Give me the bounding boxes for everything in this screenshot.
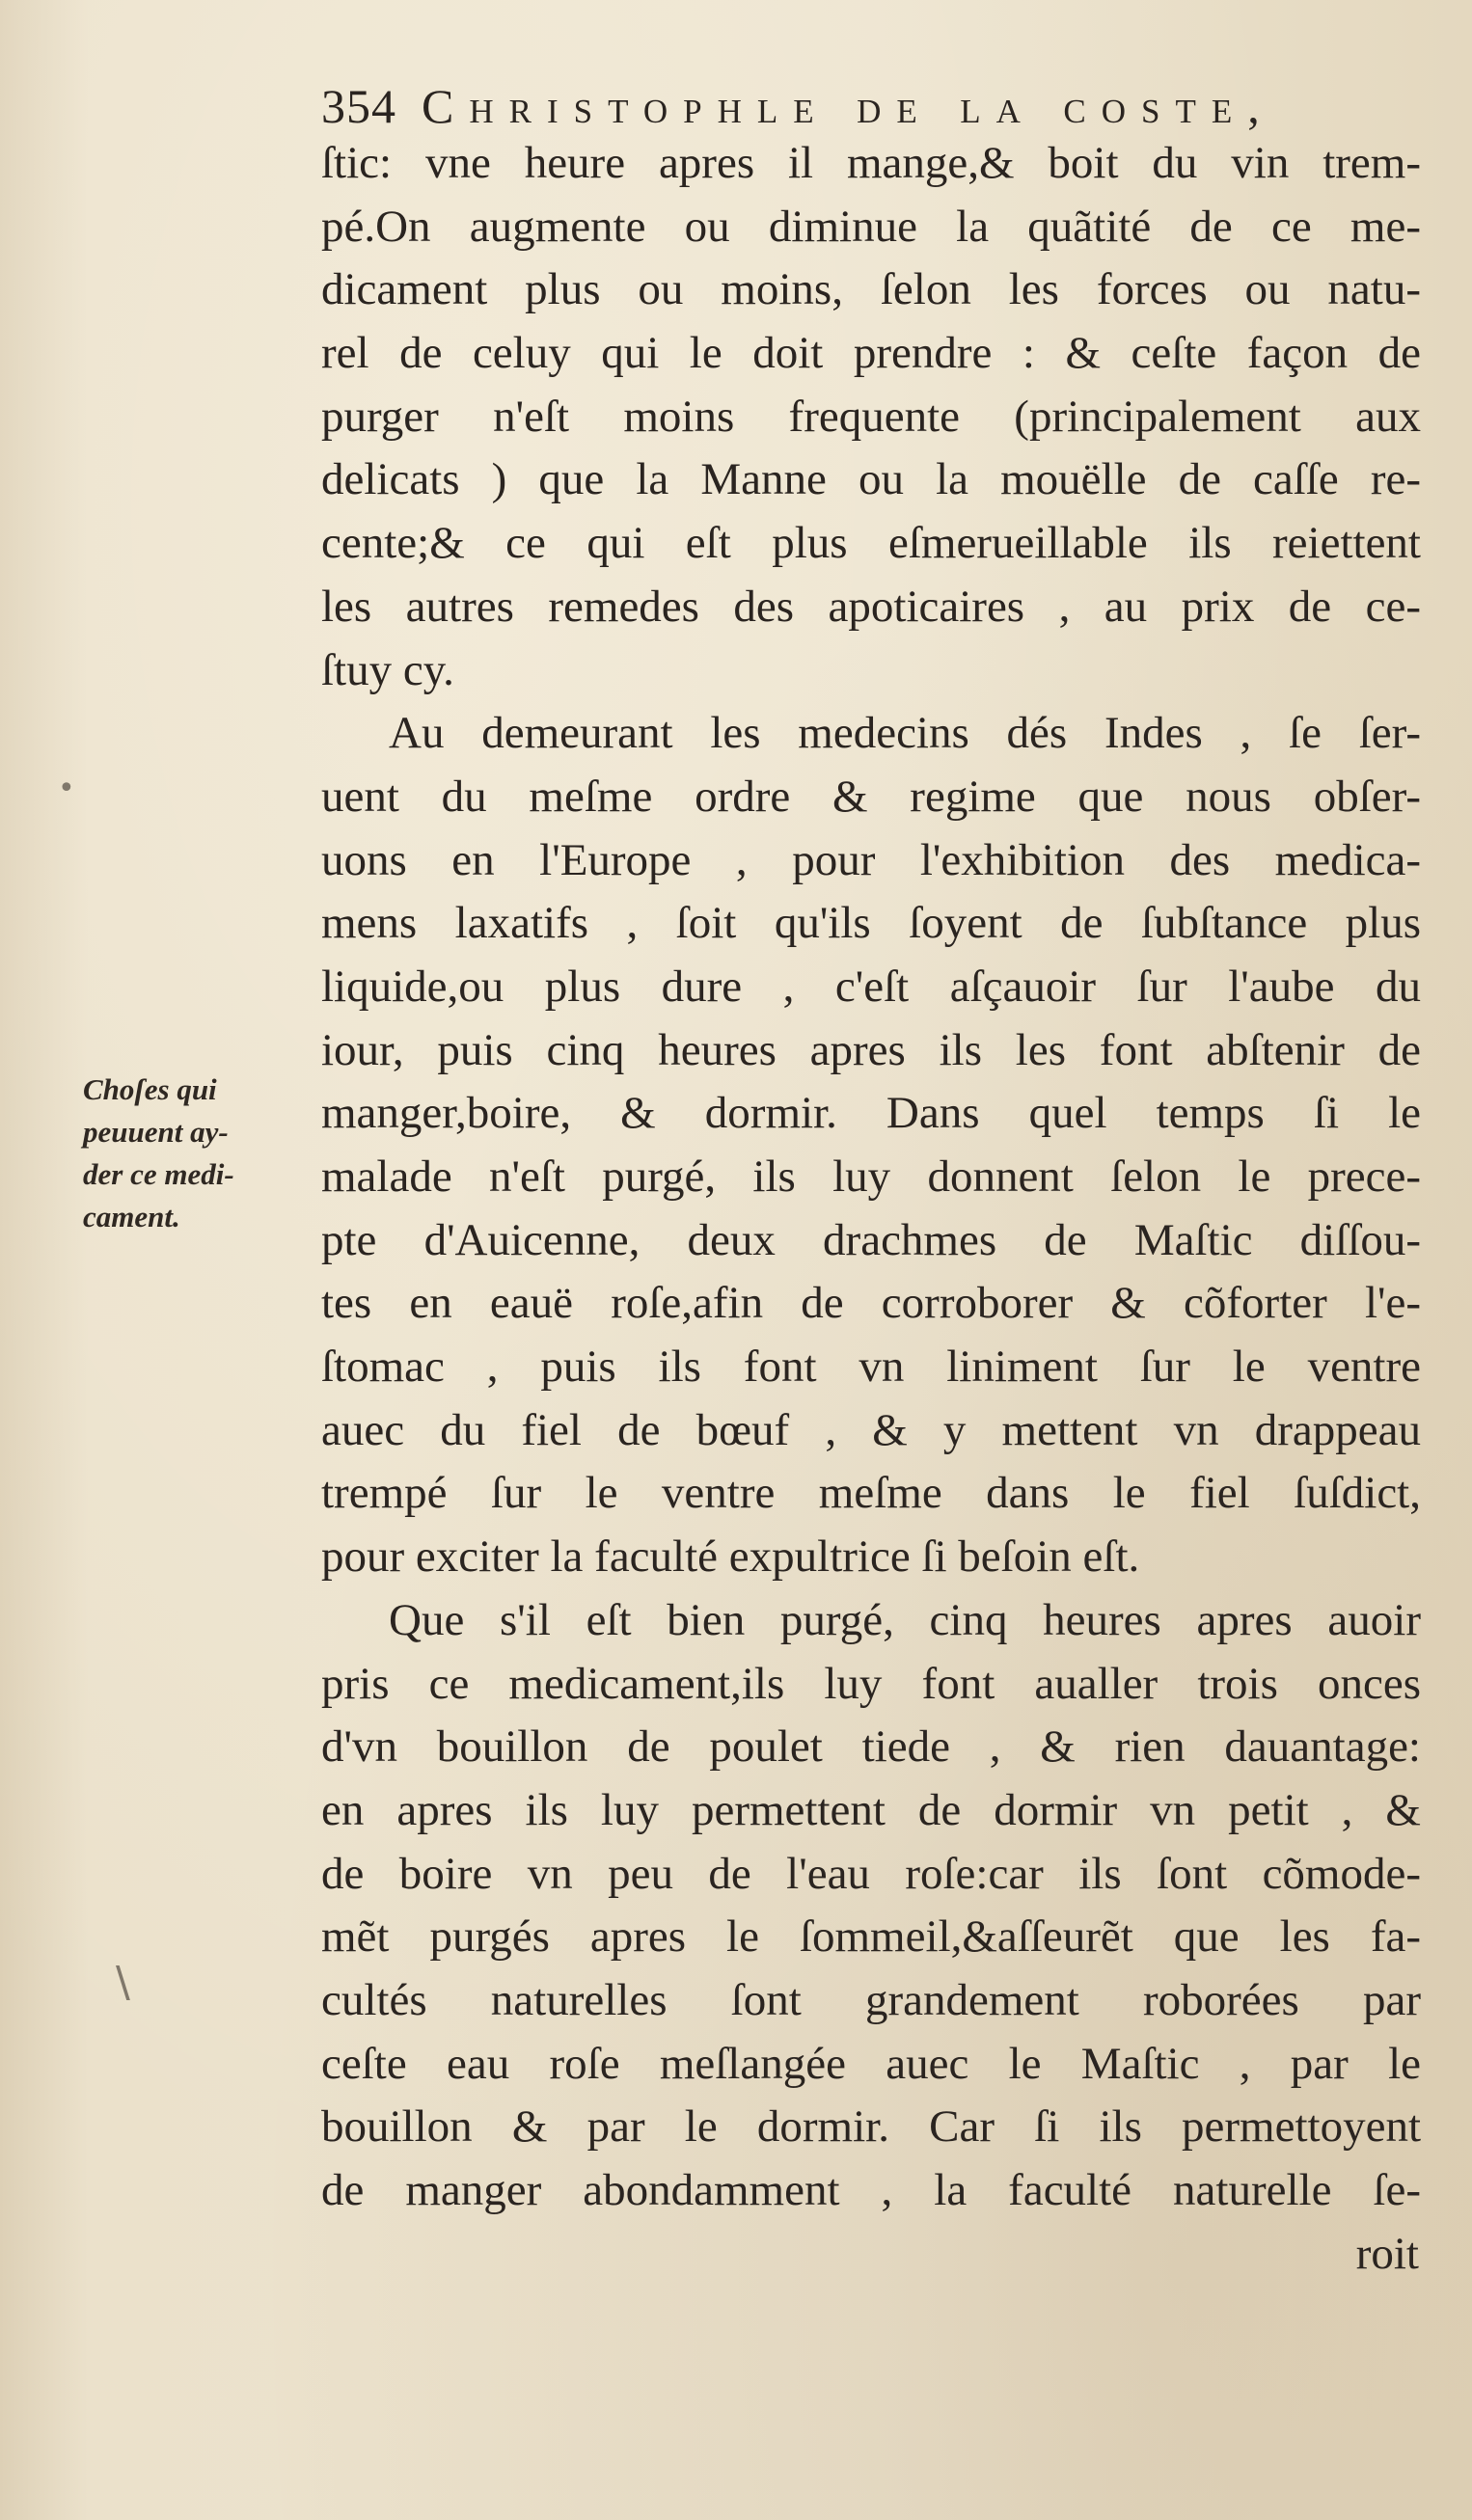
text-line: ſtic: vne heure apres il mange,& boit du vin trem- — [321, 138, 1421, 188]
text-line: manger,boire, & dormir. Dans quel temps ſi le — [321, 1088, 1421, 1139]
text-line: de boire vn peu de l'eau roſe:car ils ſont cõmode- — [321, 1848, 1421, 1899]
text-line: malade n'eſt purgé, ils luy donnent ſelon le prece- — [321, 1152, 1421, 1202]
stray-mark: \ — [116, 1958, 130, 2007]
text-line: d'vn bouillon de poulet tiede , & rien dauantage: — [321, 1721, 1421, 1773]
catchword: roit — [1355, 2228, 1419, 2279]
text-line: cultés naturelles ſont grandement roborées par — [321, 1974, 1421, 2025]
text-line: purger n'eſt moins frequente (principalement aux — [321, 391, 1421, 442]
text-line: de manger abondamment , la faculté naturelle ſe- — [321, 2165, 1421, 2215]
text-line: ceſte eau roſe meſlangée auec le Maſtic , par le — [321, 2038, 1421, 2089]
running-title: Christophle de la coste, — [422, 79, 1275, 133]
text-line: uent du meſme ordre & regime que nous obſer- — [321, 771, 1421, 822]
margin-note-line: Choſes qui — [83, 1072, 217, 1106]
text-line: liquide,ou plus dure , c'eſt aſçauoir ſur l'aube du — [321, 961, 1421, 1012]
margin-note-line: der ce medi- — [83, 1157, 234, 1191]
text-line: auec du fiel de bœuf , & y mettent vn drappeau — [321, 1404, 1421, 1455]
text-line: pour exciter la faculté expultrice ſi beſoin eſt. — [321, 1531, 1140, 1583]
paragraph-start-line: Au demeurant les medecins dés Indes , ſe ſer- — [389, 708, 1421, 759]
text-line: les autres remedes des apoticaires , au prix de ce- — [321, 581, 1421, 632]
text-line: delicats ) que la Manne ou la mouëlle de caſſe re- — [321, 454, 1421, 505]
text-line: mẽt purgés apres le ſommeil,&aſſeurẽt que les fa- — [321, 1911, 1421, 1963]
text-line: iour, puis cinq heures apres ils les font abſtenir de — [321, 1024, 1421, 1075]
body-text — [321, 132, 1421, 2286]
stray-mark: • — [58, 772, 75, 805]
page-number: 354 — [321, 79, 396, 133]
text-line: dicament plus ou moins, ſelon les forces ou natu- — [321, 264, 1421, 315]
text-line: cente;& ce qui eſt plus eſmerueillable ils reiettent — [321, 518, 1421, 569]
text-line: rel de celuy qui le doit prendre : & ceſte façon de — [321, 328, 1421, 379]
text-line: ſtomac , puis ils font vn liniment ſur le ventre — [321, 1341, 1421, 1393]
margin-note — [83, 1069, 314, 1238]
text-line: pris ce medicament,ils luy font aualler trois onces — [321, 1658, 1421, 1709]
text-line: tes en eauë roſe,afin de corroborer & cõforter l'e- — [321, 1278, 1421, 1329]
text-line: pé.On augmente ou diminue la quãtité de ce me- — [321, 201, 1421, 252]
text-line: pte d'Auicenne, deux drachmes de Maſtic diſſou- — [321, 1214, 1421, 1265]
text-line: uons en l'Europe , pour l'exhibition des medica- — [321, 834, 1421, 885]
margin-note-line: peuuent ay- — [83, 1115, 229, 1149]
text-line: en apres ils luy permettent de dormir vn petit , & — [321, 1784, 1421, 1835]
text-line: bouillon & par le dormir. Car ſi ils permettoyent — [321, 2101, 1421, 2153]
text-line: mens laxatifs , ſoit qu'ils ſoyent de ſubſtance plus — [321, 898, 1421, 949]
text-line: trempé ſur le ventre meſme dans le fiel ſuſdict, — [321, 1468, 1421, 1519]
margin-note-line: cament. — [83, 1200, 180, 1233]
text-line: ſtuy cy. — [321, 644, 454, 695]
paragraph-start-line: Que s'il eſt bien purgé, cinq heures apres auoir — [389, 1594, 1421, 1645]
